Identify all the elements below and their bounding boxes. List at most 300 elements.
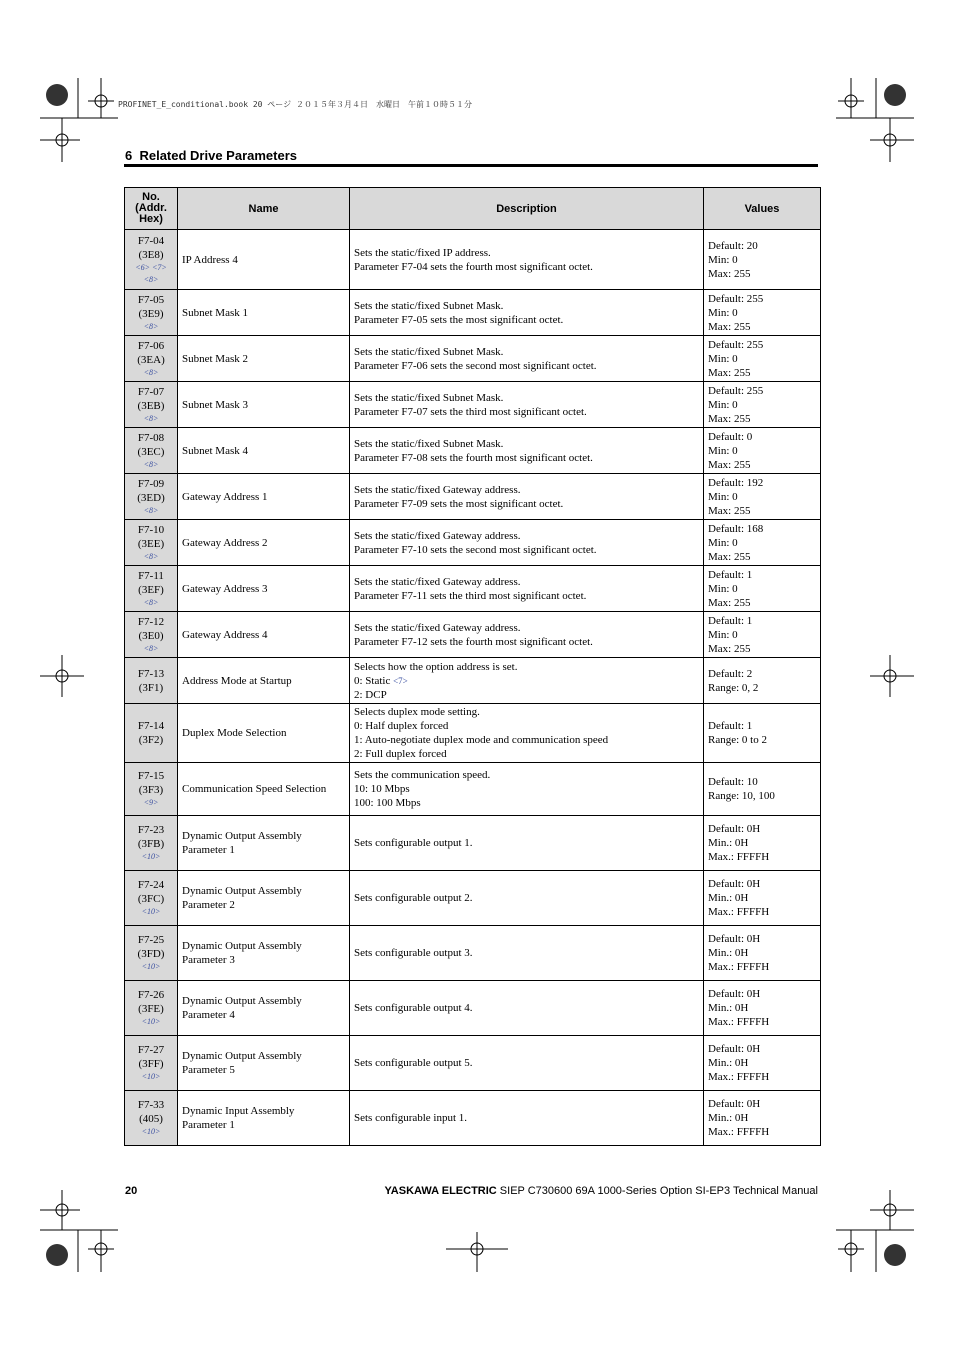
param-value: Max: 255 (708, 596, 751, 609)
table-row (125, 871, 821, 926)
param-number: F7-04 (137, 234, 165, 247)
param-value: Min: 0 (708, 352, 738, 365)
param-name: Parameter 2 (182, 899, 235, 911)
param-value: Default: 255 (708, 338, 764, 351)
manual-name: SIEP C730600 69A 1000-Series Option SI-EP3 Technical Manual (496, 1185, 818, 1197)
param-description-text: Sets configurable output 4. (354, 1002, 473, 1014)
param-name: Parameter 1 (182, 1119, 235, 1131)
param-value: Min: 0 (708, 253, 738, 266)
param-number: F7-08 (137, 431, 165, 444)
param-value: Min: 0 (708, 444, 738, 457)
param-number: F7-14 (137, 720, 165, 732)
param-name-cell (178, 763, 350, 816)
param-value: Max.: FFFFH (708, 961, 770, 973)
param-description-text: Sets configurable input 1. (354, 1112, 468, 1124)
param-name-cell (178, 871, 350, 926)
param-values-cell (704, 612, 821, 658)
param-description-line (354, 674, 699, 688)
param-description-cell (350, 926, 704, 981)
param-description-cell (350, 816, 704, 871)
param-description-line (354, 719, 699, 733)
param-name: Address Mode at Startup (182, 674, 292, 687)
param-values-cell (704, 428, 821, 474)
table-row (125, 428, 821, 474)
param-number: F7-27 (137, 1044, 165, 1056)
param-reference: <10> (141, 962, 161, 971)
param-description-line (354, 733, 699, 747)
param-name: Dynamic Output Assembly (182, 940, 302, 952)
param-description-text: Parameter F7-12 sets the fourth most significant octet. (354, 635, 593, 648)
param-value: Default: 0 (708, 430, 753, 443)
table-row (125, 763, 821, 816)
param-number-cell (125, 1091, 178, 1146)
param-number: F7-24 (137, 879, 165, 891)
param-description-cell (350, 382, 704, 428)
param-value: Max.: FFFFH (708, 851, 770, 863)
param-reference: <8> (143, 321, 159, 331)
param-description-line (354, 589, 699, 603)
param-value: Max: 255 (708, 412, 751, 425)
table-row (125, 382, 821, 428)
param-description-text: Sets the static/fixed Subnet Mask. (354, 299, 504, 312)
manual-title (384, 1185, 818, 1197)
param-address: (3F1) (138, 681, 164, 694)
param-values-cell (704, 704, 821, 763)
param-value: Default: 0H (708, 988, 761, 1000)
param-address: (3EF) (138, 583, 164, 596)
param-value: Min.: 0H (708, 892, 749, 904)
param-number-cell (125, 290, 178, 336)
param-number: F7-33 (137, 1099, 165, 1111)
param-value: Max: 255 (708, 550, 751, 563)
param-number-cell (125, 704, 178, 763)
param-values-cell (704, 658, 821, 704)
param-description-text: 0: Half duplex forced (354, 720, 449, 732)
param-value: Default: 0H (708, 1043, 761, 1055)
param-value: Default: 0H (708, 1098, 761, 1110)
param-name-cell (178, 612, 350, 658)
param-description-text: 100: 100 Mbps (354, 797, 421, 809)
table-row (125, 520, 821, 566)
param-name: Dynamic Output Assembly (182, 885, 302, 897)
param-address: (3FB) (137, 838, 165, 850)
param-name-cell (178, 1036, 350, 1091)
param-description-line (354, 391, 699, 405)
param-name: Subnet Mask 4 (182, 444, 248, 457)
param-value: Default: 0H (708, 823, 761, 835)
param-description-text: Sets the static/fixed Subnet Mask. (354, 345, 504, 358)
param-number-cell (125, 428, 178, 474)
param-description-text: Sets the static/fixed Gateway address. (354, 575, 521, 588)
param-address: (3EC) (137, 445, 165, 458)
param-values-cell (704, 382, 821, 428)
param-description-line (354, 497, 699, 511)
param-reference: <10> (141, 852, 161, 861)
print-info: PROFINET_E_conditional.book 20 ページ ２０１５年３月４日 水曜日 午前１０時５１分 (118, 100, 472, 109)
param-value: Max: 255 (708, 320, 751, 333)
param-value: Default: 255 (708, 384, 764, 397)
param-value: Max.: FFFFH (708, 1126, 770, 1138)
param-description-text: Parameter F7-05 sets the most significant octet. (354, 313, 564, 326)
param-values-cell (704, 926, 821, 981)
param-name: Dynamic Input Assembly (182, 1105, 295, 1117)
param-description-cell (350, 428, 704, 474)
param-address: (3EE) (137, 537, 165, 550)
param-address: (405) (139, 1113, 163, 1125)
param-description-line (354, 483, 699, 497)
param-number: F7-25 (137, 934, 165, 946)
param-value: Max: 255 (708, 504, 751, 517)
param-description-line (354, 796, 699, 810)
param-name-cell (178, 290, 350, 336)
param-description-line (354, 747, 699, 761)
param-description-line (354, 543, 699, 557)
param-name-cell (178, 566, 350, 612)
param-number-cell (125, 612, 178, 658)
param-description-text: 2: Full duplex forced (354, 748, 447, 760)
param-description-line (354, 405, 699, 419)
param-description-line (354, 1111, 699, 1125)
param-description-cell (350, 566, 704, 612)
param-value: Max: 255 (708, 267, 751, 280)
param-value: Min: 0 (708, 582, 738, 595)
param-description-line (354, 1001, 699, 1015)
param-value: Max.: FFFFH (708, 906, 770, 918)
param-reference: <7> (393, 675, 408, 686)
param-number-cell (125, 336, 178, 382)
param-description-text: 10: 10 Mbps (354, 783, 410, 795)
header-description: Description (350, 188, 704, 230)
param-reference: <8> (143, 551, 159, 561)
param-address: (3FC) (137, 893, 165, 905)
param-description-text: Sets the static/fixed IP address. (354, 246, 491, 259)
param-number: F7-07 (137, 385, 165, 398)
param-description-text: Parameter F7-10 sets the second most significant octet. (354, 543, 597, 556)
param-address: (3FF) (138, 1058, 164, 1070)
param-description-text: 2: DCP (354, 688, 387, 701)
param-value: Min: 0 (708, 628, 738, 641)
section-title: Related Drive Parameters (139, 148, 297, 163)
param-reference: <6> <7> (135, 262, 167, 272)
param-number: F7-05 (137, 293, 165, 306)
param-description-line (354, 688, 699, 702)
param-reference: <8> (143, 413, 159, 423)
param-number-cell (125, 230, 178, 290)
param-value: Default: 2 (708, 667, 753, 680)
param-description-cell (350, 474, 704, 520)
param-reference: <8> (143, 505, 159, 515)
param-name: Gateway Address 2 (182, 536, 268, 549)
param-value: Min: 0 (708, 306, 738, 319)
parameter-table (124, 187, 821, 1146)
param-value: Range: 0, 2 (708, 681, 759, 694)
param-reference: <9> (143, 798, 159, 807)
table-row (125, 658, 821, 704)
param-name-cell (178, 704, 350, 763)
param-description-text: Sets the static/fixed Subnet Mask. (354, 437, 504, 450)
param-value: Max.: FFFFH (708, 1016, 770, 1028)
param-number: F7-23 (137, 824, 165, 836)
table-row (125, 704, 821, 763)
param-number: F7-11 (138, 569, 164, 582)
param-number: F7-15 (137, 770, 165, 782)
param-description-text: Sets configurable output 2. (354, 892, 473, 904)
table-row (125, 816, 821, 871)
param-description-cell (350, 336, 704, 382)
param-description-text: 0: Static (354, 674, 391, 687)
param-description-text: Sets the static/fixed Gateway address. (354, 621, 521, 634)
param-name-cell (178, 816, 350, 871)
section-heading (125, 148, 297, 163)
param-values-cell (704, 871, 821, 926)
param-values-cell (704, 290, 821, 336)
param-description-line (354, 451, 699, 465)
param-description-cell (350, 230, 704, 290)
param-description-line (354, 946, 699, 960)
param-value: Range: 0 to 2 (708, 734, 767, 746)
param-description-line (354, 529, 699, 543)
param-description-line (354, 782, 699, 796)
param-name-cell (178, 382, 350, 428)
param-name: Dynamic Output Assembly (182, 995, 302, 1007)
param-value: Min.: 0H (708, 1057, 749, 1069)
param-description-cell (350, 763, 704, 816)
param-value: Min: 0 (708, 398, 738, 411)
param-description-cell (350, 290, 704, 336)
table-row (125, 290, 821, 336)
param-name: Dynamic Output Assembly (182, 1050, 302, 1062)
param-number-cell (125, 926, 178, 981)
param-number-cell (125, 1036, 178, 1091)
param-description-cell (350, 1036, 704, 1091)
param-description-text: Sets configurable output 1. (354, 837, 473, 849)
param-name-cell (178, 336, 350, 382)
table-row (125, 981, 821, 1036)
param-name: Gateway Address 4 (182, 628, 268, 641)
param-name: IP Address 4 (182, 253, 238, 266)
param-name-cell (178, 230, 350, 290)
param-description-cell (350, 1091, 704, 1146)
param-description-line (354, 836, 699, 850)
table-row (125, 336, 821, 382)
param-description-line (354, 635, 699, 649)
param-description-line (354, 1056, 699, 1070)
param-value: Default: 0H (708, 878, 761, 890)
param-name: Subnet Mask 3 (182, 398, 248, 411)
param-number-cell (125, 520, 178, 566)
param-description-text: Parameter F7-06 sets the second most significant octet. (354, 359, 597, 372)
param-name: Subnet Mask 1 (182, 306, 248, 319)
param-number-cell (125, 474, 178, 520)
param-description-cell (350, 520, 704, 566)
header-name: Name (178, 188, 350, 230)
param-description-cell (350, 658, 704, 704)
param-values-cell (704, 336, 821, 382)
param-values-cell (704, 474, 821, 520)
param-values-cell (704, 981, 821, 1036)
param-name: Dynamic Output Assembly (182, 830, 302, 842)
param-value: Max: 255 (708, 458, 751, 471)
param-description-text: Parameter F7-04 sets the fourth most significant octet. (354, 260, 593, 273)
param-number-cell (125, 763, 178, 816)
param-name-cell (178, 428, 350, 474)
param-description-text: 1: Auto-negotiate duplex mode and communication speed (354, 734, 609, 746)
param-description-cell (350, 704, 704, 763)
param-description-text: Sets the static/fixed Subnet Mask. (354, 391, 504, 404)
param-value: Min.: 0H (708, 837, 749, 849)
param-number: F7-06 (137, 339, 165, 352)
param-name-cell (178, 1091, 350, 1146)
param-description-text: Parameter F7-11 sets the third most significant octet. (354, 589, 587, 602)
param-description-line (354, 359, 699, 373)
param-number-cell (125, 871, 178, 926)
param-value: Min: 0 (708, 536, 738, 549)
param-description-cell (350, 871, 704, 926)
param-description-line (354, 246, 699, 260)
param-values-cell (704, 763, 821, 816)
param-value: Min.: 0H (708, 1002, 749, 1014)
param-value: Range: 10, 100 (708, 790, 775, 802)
param-name: Parameter 3 (182, 954, 235, 966)
param-number-cell (125, 658, 178, 704)
param-description-line (354, 891, 699, 905)
param-value: Default: 168 (708, 522, 764, 535)
param-address: (3F2) (138, 734, 164, 746)
param-value: Max: 255 (708, 366, 751, 379)
param-values-cell (704, 230, 821, 290)
param-reference: <10> (141, 1127, 161, 1136)
param-name: Duplex Mode Selection (182, 727, 287, 739)
param-reference: <10> (141, 1072, 161, 1081)
param-address: (3EB) (137, 399, 165, 412)
param-number-cell (125, 981, 178, 1036)
param-value: Max: 255 (708, 642, 751, 655)
table-row (125, 926, 821, 981)
param-number: F7-09 (137, 477, 165, 490)
param-description-text: Selects duplex mode setting. (354, 706, 480, 718)
param-address: (3E0) (138, 629, 164, 642)
param-name: Parameter 4 (182, 1009, 235, 1021)
table-row (125, 230, 821, 290)
param-name: Communication Speed Selection (182, 783, 327, 795)
param-reference: <10> (141, 1017, 161, 1026)
param-number-cell (125, 816, 178, 871)
param-value: Max.: FFFFH (708, 1071, 770, 1083)
brand-name: YASKAWA ELECTRIC (384, 1185, 497, 1197)
section-rule (124, 164, 818, 167)
param-description-text: Sets configurable output 5. (354, 1057, 473, 1069)
param-value: Default: 255 (708, 292, 764, 305)
param-name: Subnet Mask 2 (182, 352, 248, 365)
param-description-line (354, 705, 699, 719)
param-values-cell (704, 1091, 821, 1146)
param-address: (3F3) (138, 784, 164, 796)
param-value: Min.: 0H (708, 947, 749, 959)
param-number: F7-10 (137, 523, 165, 536)
param-description-text: Parameter F7-08 sets the fourth most significant octet. (354, 451, 593, 464)
param-description-line (354, 299, 699, 313)
param-values-cell (704, 520, 821, 566)
param-description-line (354, 313, 699, 327)
table-header-row (125, 188, 821, 230)
param-description-line (354, 437, 699, 451)
param-value: Min.: 0H (708, 1112, 749, 1124)
param-value: Default: 1 (708, 720, 753, 732)
param-description-text: Sets the communication speed. (354, 769, 491, 781)
param-values-cell (704, 566, 821, 612)
param-description-cell (350, 612, 704, 658)
param-name: Gateway Address 1 (182, 490, 268, 503)
param-description-text: Sets configurable output 3. (354, 947, 473, 959)
param-address: (3E8) (138, 248, 164, 261)
param-values-cell (704, 1036, 821, 1091)
param-address: (3E9) (138, 307, 164, 320)
section-number: 6 (125, 148, 133, 163)
param-description-cell (350, 981, 704, 1036)
param-name-cell (178, 981, 350, 1036)
page-number: 20 (125, 1185, 138, 1197)
param-description-line (354, 260, 699, 274)
param-description-text: Sets the static/fixed Gateway address. (354, 529, 521, 542)
param-value: Default: 1 (708, 568, 753, 581)
table-row (125, 566, 821, 612)
param-description-line (354, 575, 699, 589)
param-value: Default: 1 (708, 614, 753, 627)
param-name-cell (178, 520, 350, 566)
param-name-cell (178, 658, 350, 704)
param-value: Default: 10 (708, 776, 758, 788)
param-name-cell (178, 474, 350, 520)
param-number-cell (125, 566, 178, 612)
param-number: F7-26 (137, 989, 165, 1001)
param-address: (3FD) (137, 948, 165, 960)
param-name: Parameter 1 (182, 844, 235, 856)
param-name: Gateway Address 3 (182, 582, 268, 595)
param-description-line (354, 768, 699, 782)
param-description-line (354, 621, 699, 635)
param-name: Parameter 5 (182, 1064, 235, 1076)
param-name-cell (178, 926, 350, 981)
param-description-text: Parameter F7-07 sets the third most significant octet. (354, 405, 587, 418)
param-reference: <8> (143, 367, 159, 377)
param-number: F7-12 (137, 615, 165, 628)
param-number-cell (125, 382, 178, 428)
param-address: (3FE) (138, 1003, 164, 1015)
table-row (125, 1036, 821, 1091)
param-reference: <8> (143, 274, 159, 284)
param-description-line (354, 660, 699, 674)
table-row (125, 1091, 821, 1146)
table-row (125, 474, 821, 520)
param-address: (3EA) (137, 353, 165, 366)
param-reference: <8> (143, 597, 159, 607)
header-values: Values (704, 188, 821, 230)
param-description-text: Selects how the option address is set. (354, 660, 518, 673)
param-description-text: Sets the static/fixed Gateway address. (354, 483, 521, 496)
param-value: Default: 0H (708, 933, 761, 945)
param-values-cell (704, 816, 821, 871)
param-value: Default: 192 (708, 476, 764, 489)
header-no: No. (Addr. Hex) (125, 188, 178, 230)
param-address: (3ED) (137, 491, 165, 504)
param-reference: <8> (143, 643, 159, 653)
param-reference: <8> (143, 459, 159, 469)
param-value: Default: 20 (708, 239, 758, 252)
param-reference: <10> (141, 907, 161, 916)
param-value: Min: 0 (708, 490, 738, 503)
param-number: F7-13 (137, 667, 165, 680)
param-description-line (354, 345, 699, 359)
